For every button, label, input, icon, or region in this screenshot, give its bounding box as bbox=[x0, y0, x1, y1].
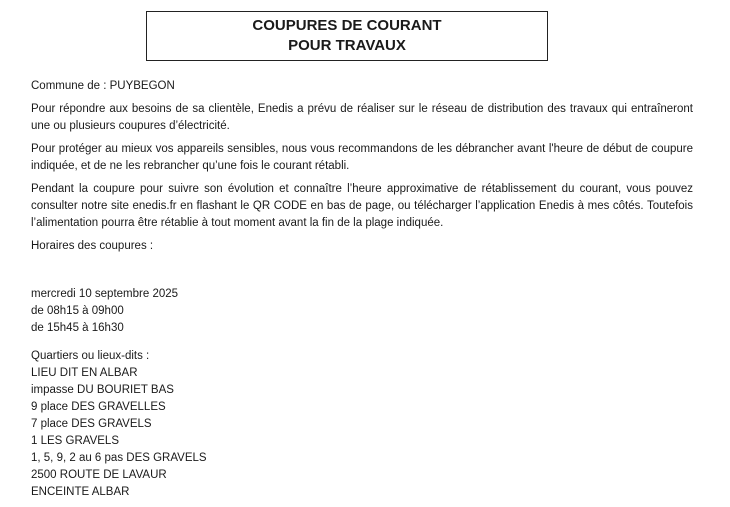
place-item: 9 place DES GRAVELLES bbox=[31, 401, 166, 413]
schedule-heading: Horaires des coupures : bbox=[31, 240, 154, 252]
paragraph-intro: Pour répondre aux besoins de sa clientèle, Enedis a prévu de réaliser sur le réseau de distribution des travaux qui entraîneront une ou plusieurs coupures d’électricité. bbox=[31, 103, 693, 132]
paragraph-follow-up: Pendant la coupure pour suivre son évolution et connaître l’heure approximative de rétablissement du courant, vous pouvez consulter notre site enedis.fr en flashant le QR CODE en bas de page, ou télécharger l’application Enedis à mes côtés. Toutefois l’alimentation pourra être rétablie à tout moment avant la fin de la plage indiquée. bbox=[31, 183, 693, 229]
title-box bbox=[146, 11, 548, 61]
spacer bbox=[31, 261, 693, 278]
place-item: LIEU DIT EN ALBAR bbox=[31, 367, 138, 379]
schedule-slot-2: de 15h45 à 16h30 bbox=[31, 322, 124, 334]
place-item: 1 LES GRAVELS bbox=[31, 435, 119, 447]
places-block bbox=[31, 348, 693, 501]
title-line-1: COUPURES DE COURANT bbox=[252, 17, 442, 34]
place-item: impasse DU BOURIET BAS bbox=[31, 384, 174, 396]
place-item: ENCEINTE ALBAR bbox=[31, 486, 130, 498]
paragraph-advice: Pour protéger au mieux vos appareils sensibles, nous vous recommandons de les débrancher avant l'heure de début de coupure indiquée, et de ne les rebrancher qu’une fois le courant rétabli. bbox=[31, 143, 693, 172]
schedule-slot-1: de 08h15 à 09h00 bbox=[31, 305, 124, 317]
schedule-block bbox=[31, 286, 693, 337]
commune-line: Commune de : PUYBEGON bbox=[31, 80, 175, 92]
schedule-date: mercredi 10 septembre 2025 bbox=[31, 288, 179, 300]
places-heading: Quartiers ou lieux-dits : bbox=[31, 350, 150, 362]
place-item: 2500 ROUTE DE LAVAUR bbox=[31, 469, 167, 481]
title-line-2: POUR TRAVAUX bbox=[288, 37, 406, 54]
notice-body bbox=[31, 78, 693, 501]
place-item: 7 place DES GRAVELS bbox=[31, 418, 152, 430]
place-item: 1, 5, 9, 2 au 6 pas DES GRAVELS bbox=[31, 452, 207, 464]
